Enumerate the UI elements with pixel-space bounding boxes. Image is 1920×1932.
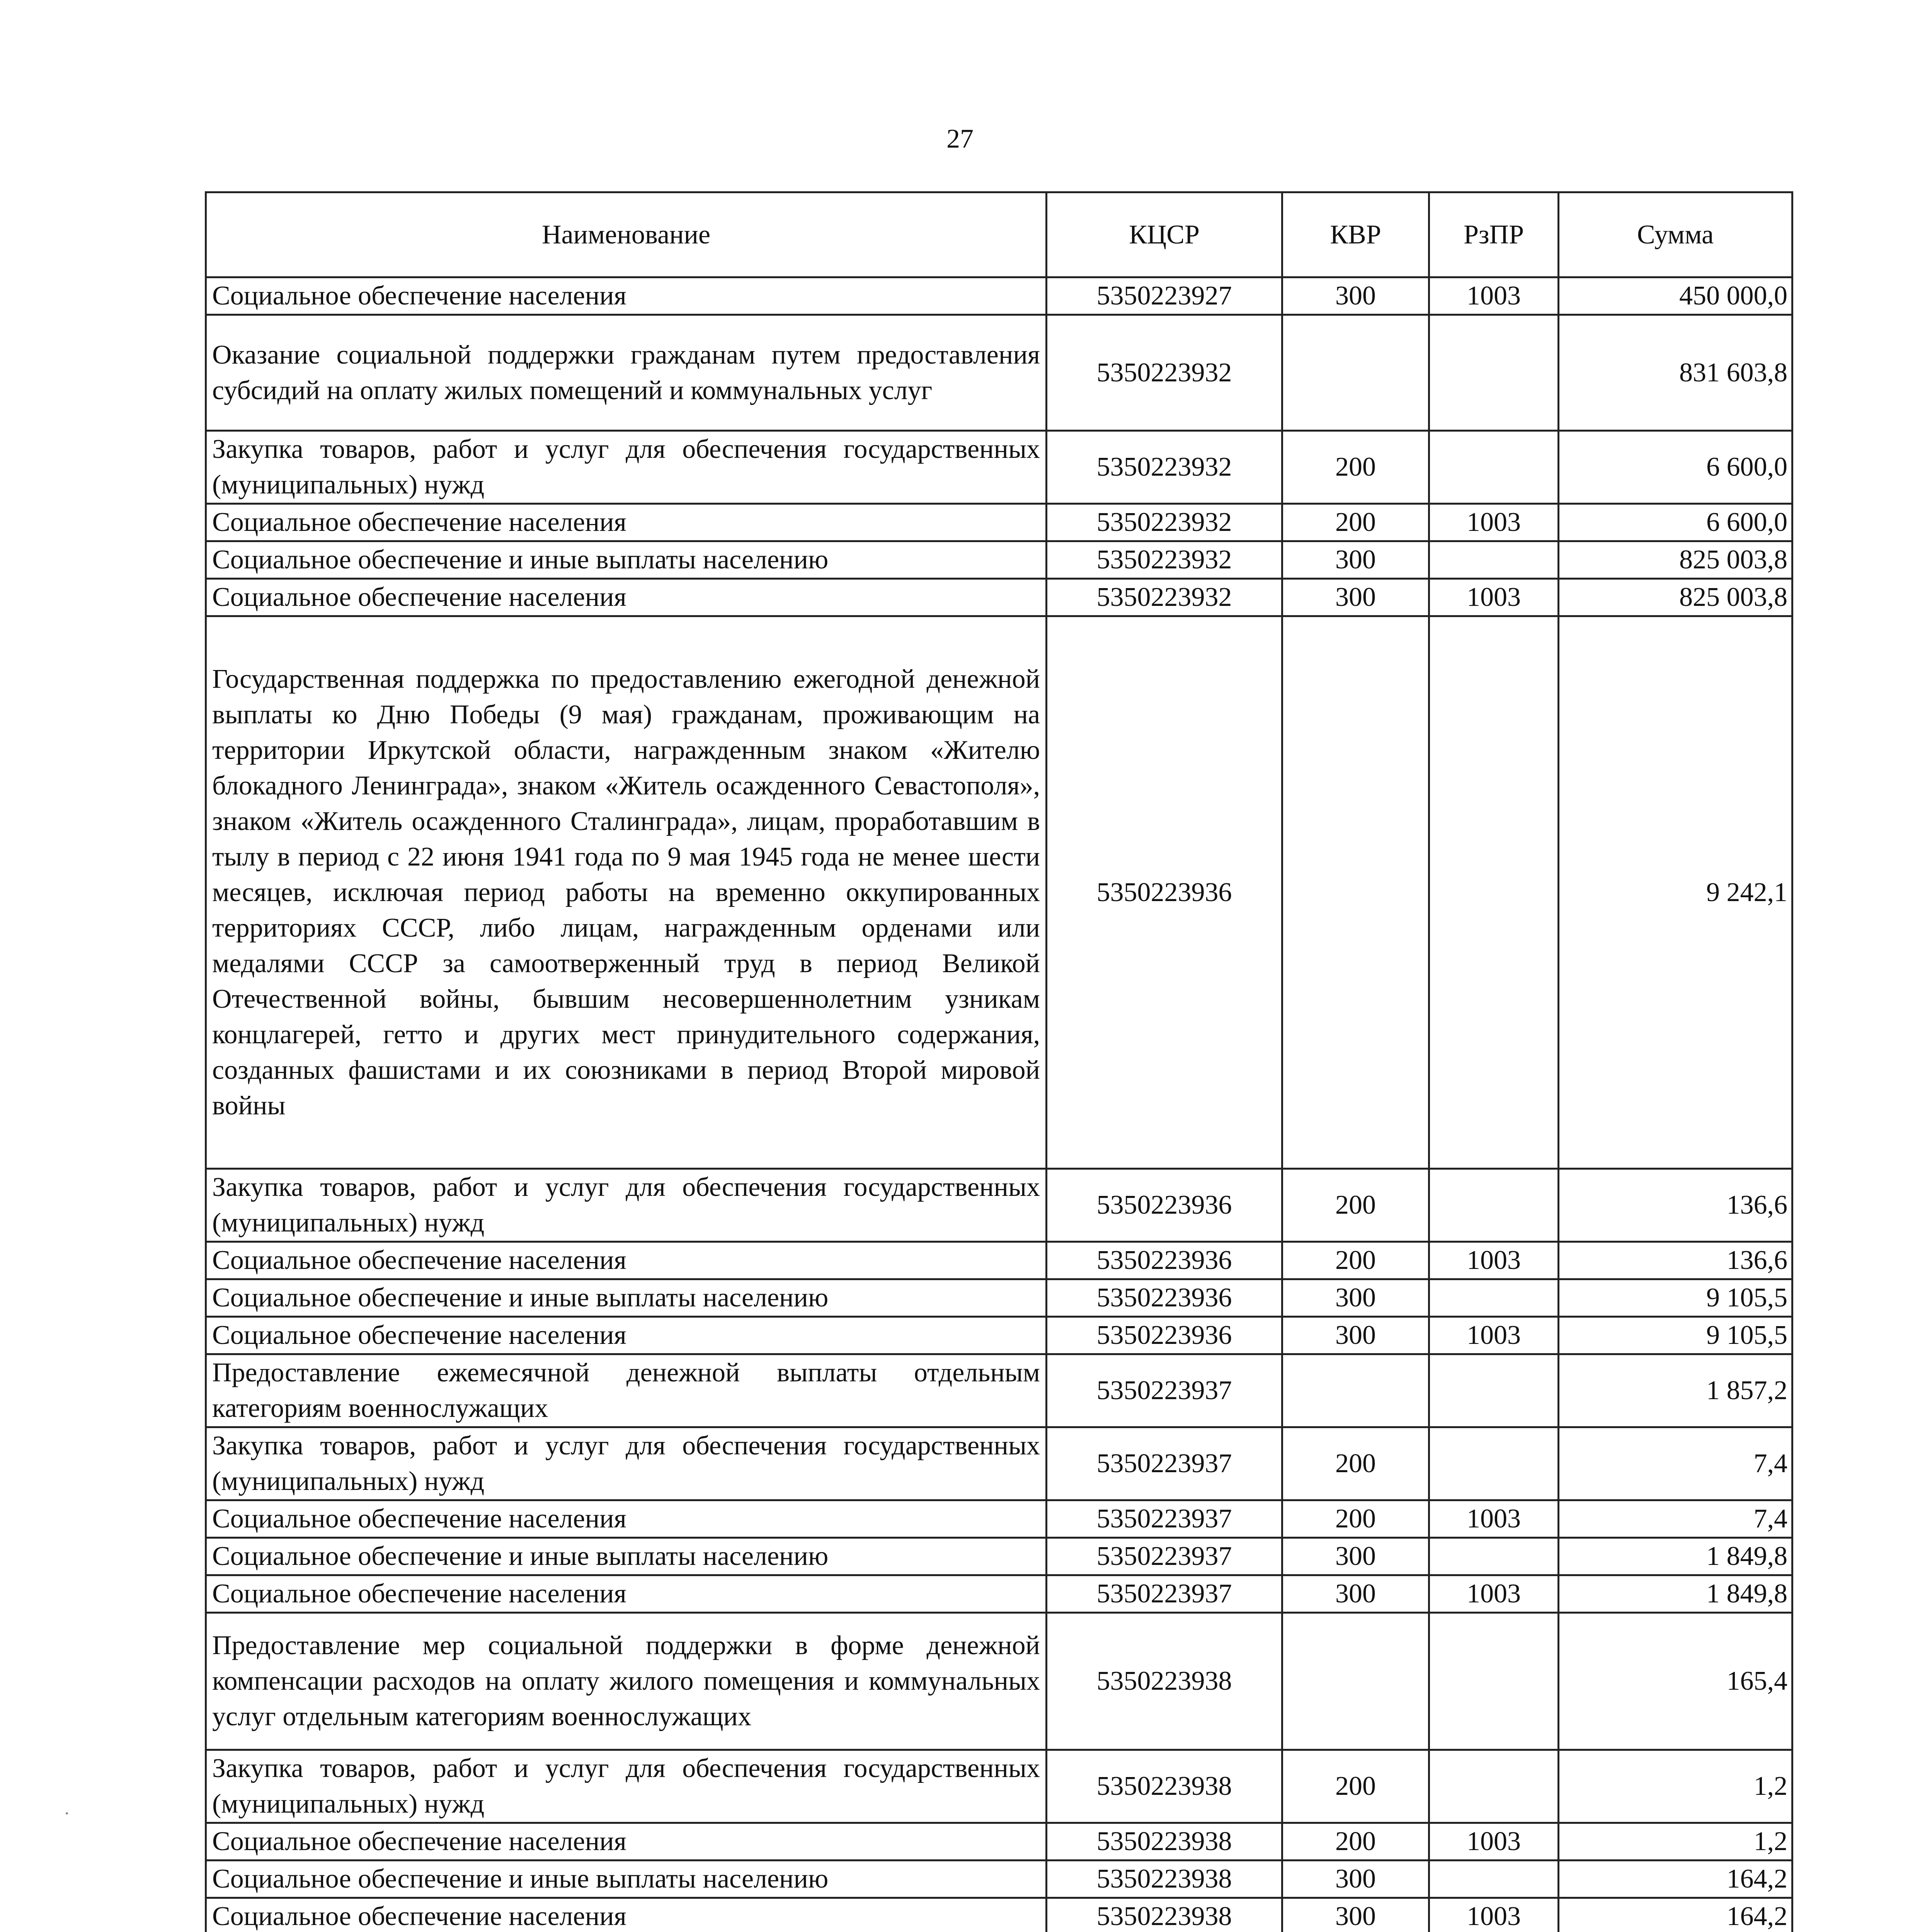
cell-sum: 136,6	[1559, 1169, 1792, 1242]
table-row	[206, 1613, 1792, 1750]
cell-name: Оказание социальной поддержки гражданам путем предоставления субсидий на оплату жилых помещений и коммунальных услуг	[206, 315, 1047, 431]
cell-rzpr	[1429, 1279, 1559, 1317]
cell-name: Закупка товаров, работ и услуг для обеспечения государственных (муниципальных) нужд	[206, 1427, 1047, 1500]
table-row	[206, 1823, 1792, 1861]
cell-name: Закупка товаров, работ и услуг для обеспечения государственных (муниципальных) нужд	[206, 431, 1047, 504]
cell-sum: 1 849,8	[1559, 1538, 1792, 1575]
table-row	[206, 579, 1792, 616]
cell-sum: 164,2	[1559, 1861, 1792, 1898]
cell-sum: 1 857,2	[1559, 1354, 1792, 1427]
cell-kcsr: 5350223938	[1047, 1613, 1282, 1750]
cell-name: Социальное обеспечение и иные выплаты населению	[206, 1861, 1047, 1898]
cell-sum: 164,2	[1559, 1898, 1792, 1932]
cell-kvr	[1282, 315, 1429, 431]
cell-kvr: 200	[1282, 504, 1429, 541]
cell-name: Предоставление мер социальной поддержки в форме денежной компенсации расходов на оплату жилого помещения и коммунальных услуг отдельным категориям военнослужащих	[206, 1613, 1047, 1750]
cell-sum: 1,2	[1559, 1750, 1792, 1823]
table-row	[206, 1279, 1792, 1317]
cell-name: Государственная поддержка по предоставлению ежегодной денежной выплаты ко Дню Победы (9 мая) гражданам, проживающим на территории Иркутской области, награжденным знаком «Жителю блокадного Ленинграда», знаком «Житель осажденного Севастополя», знаком «Житель осажденного Сталинграда», лицам, проработавшим в тылу в период с 22 июня 1941 года по 9 мая 1945 года не менее шести месяцев, исключая период работы на временно оккупированных территориях СССР, либо лицам, награжденным орденами или медалями СССР за самоотверженный труд в период Великой Отечественной войны, бывшим несовершеннолетним узникам концлагерей, гетто и других мест принудительного содержания, созданных фашистами и их союзниками в период Второй мировой войны	[206, 616, 1047, 1169]
cell-rzpr	[1429, 1613, 1559, 1750]
page-number: 27	[946, 124, 974, 154]
cell-rzpr	[1429, 1538, 1559, 1575]
cell-sum: 6 600,0	[1559, 431, 1792, 504]
budget-table	[205, 191, 1793, 1932]
cell-kvr: 200	[1282, 1823, 1429, 1861]
cell-sum: 136,6	[1559, 1242, 1792, 1279]
cell-rzpr	[1429, 1750, 1559, 1823]
cell-rzpr	[1429, 1861, 1559, 1898]
cell-name: Предоставление ежемесячной денежной выплаты отдельным категориям военнослужащих	[206, 1354, 1047, 1427]
cell-kvr: 200	[1282, 1169, 1429, 1242]
header-rzpr: РзПР	[1429, 192, 1559, 277]
cell-kcsr: 5350223937	[1047, 1354, 1282, 1427]
table-row	[206, 1427, 1792, 1500]
cell-kcsr: 5350223938	[1047, 1750, 1282, 1823]
cell-name: Социальное обеспечение населения	[206, 1500, 1047, 1538]
table-row	[206, 1169, 1792, 1242]
table-row	[206, 1898, 1792, 1932]
table-row	[206, 1861, 1792, 1898]
cell-kvr	[1282, 1354, 1429, 1427]
cell-kcsr: 5350223932	[1047, 315, 1282, 431]
cell-sum: 450 000,0	[1559, 277, 1792, 315]
cell-kvr: 300	[1282, 1279, 1429, 1317]
cell-name: Социальное обеспечение населения	[206, 1242, 1047, 1279]
cell-sum: 831 603,8	[1559, 315, 1792, 431]
cell-rzpr	[1429, 1427, 1559, 1500]
cell-kcsr: 5350223936	[1047, 616, 1282, 1169]
cell-kcsr: 5350223937	[1047, 1500, 1282, 1538]
table-header-row	[206, 192, 1792, 277]
table-row	[206, 1538, 1792, 1575]
cell-name: Социальное обеспечение и иные выплаты населению	[206, 1538, 1047, 1575]
cell-kcsr: 5350223937	[1047, 1575, 1282, 1613]
table-row	[206, 1354, 1792, 1427]
cell-kcsr: 5350223936	[1047, 1169, 1282, 1242]
cell-kvr: 300	[1282, 1861, 1429, 1898]
cell-kvr: 300	[1282, 1538, 1429, 1575]
cell-rzpr	[1429, 1169, 1559, 1242]
table-row	[206, 1242, 1792, 1279]
cell-rzpr: 1003	[1429, 1317, 1559, 1354]
cell-sum: 6 600,0	[1559, 504, 1792, 541]
cell-name: Социальное обеспечение населения	[206, 504, 1047, 541]
cell-name: Социальное обеспечение населения	[206, 1898, 1047, 1932]
cell-kcsr: 5350223932	[1047, 504, 1282, 541]
cell-kcsr: 5350223932	[1047, 431, 1282, 504]
cell-sum: 9 242,1	[1559, 616, 1792, 1169]
cell-name: Социальное обеспечение населения	[206, 579, 1047, 616]
table-row	[206, 1575, 1792, 1613]
cell-kvr: 200	[1282, 1242, 1429, 1279]
table-row	[206, 1500, 1792, 1538]
cell-kvr	[1282, 616, 1429, 1169]
cell-rzpr: 1003	[1429, 1500, 1559, 1538]
cell-rzpr: 1003	[1429, 1575, 1559, 1613]
cell-rzpr: 1003	[1429, 1823, 1559, 1861]
cell-kvr: 200	[1282, 1500, 1429, 1538]
cell-name: Закупка товаров, работ и услуг для обеспечения государственных (муниципальных) нужд	[206, 1750, 1047, 1823]
table-row	[206, 616, 1792, 1169]
cell-rzpr: 1003	[1429, 504, 1559, 541]
cell-kcsr: 5350223936	[1047, 1317, 1282, 1354]
cell-kcsr: 5350223932	[1047, 541, 1282, 579]
header-kvr: КВР	[1282, 192, 1429, 277]
cell-sum: 9 105,5	[1559, 1279, 1792, 1317]
cell-kvr: 200	[1282, 431, 1429, 504]
cell-kvr	[1282, 1613, 1429, 1750]
cell-kcsr: 5350223932	[1047, 579, 1282, 616]
cell-name: Социальное обеспечение и иные выплаты населению	[206, 541, 1047, 579]
cell-rzpr	[1429, 431, 1559, 504]
cell-rzpr: 1003	[1429, 579, 1559, 616]
table-row	[206, 277, 1792, 315]
cell-kvr: 300	[1282, 579, 1429, 616]
cell-name: Социальное обеспечение населения	[206, 1823, 1047, 1861]
table-row	[206, 541, 1792, 579]
cell-kcsr: 5350223938	[1047, 1823, 1282, 1861]
header-sum: Сумма	[1559, 192, 1792, 277]
cell-kvr: 200	[1282, 1427, 1429, 1500]
cell-rzpr	[1429, 315, 1559, 431]
header-name: Наименование	[206, 192, 1047, 277]
cell-sum: 7,4	[1559, 1427, 1792, 1500]
cell-sum: 7,4	[1559, 1500, 1792, 1538]
cell-kcsr: 5350223937	[1047, 1427, 1282, 1500]
cell-sum: 825 003,8	[1559, 541, 1792, 579]
cell-kcsr: 5350223938	[1047, 1861, 1282, 1898]
cell-sum: 1 849,8	[1559, 1575, 1792, 1613]
table-row	[206, 1317, 1792, 1354]
cell-kcsr: 5350223937	[1047, 1538, 1282, 1575]
scan-speck	[66, 1812, 68, 1815]
cell-kvr: 200	[1282, 1750, 1429, 1823]
table-row	[206, 315, 1792, 431]
cell-sum: 9 105,5	[1559, 1317, 1792, 1354]
cell-name: Социальное обеспечение населения	[206, 277, 1047, 315]
cell-kcsr: 5350223938	[1047, 1898, 1282, 1932]
cell-kvr: 300	[1282, 277, 1429, 315]
cell-sum: 1,2	[1559, 1823, 1792, 1861]
cell-name: Социальное обеспечение населения	[206, 1575, 1047, 1613]
cell-rzpr: 1003	[1429, 1242, 1559, 1279]
cell-rzpr	[1429, 1354, 1559, 1427]
cell-kvr: 300	[1282, 541, 1429, 579]
cell-rzpr	[1429, 541, 1559, 579]
table-row	[206, 1750, 1792, 1823]
cell-kcsr: 5350223927	[1047, 277, 1282, 315]
cell-rzpr	[1429, 616, 1559, 1169]
cell-rzpr: 1003	[1429, 277, 1559, 315]
cell-kvr: 300	[1282, 1575, 1429, 1613]
cell-sum: 825 003,8	[1559, 579, 1792, 616]
cell-kvr: 300	[1282, 1898, 1429, 1932]
cell-kcsr: 5350223936	[1047, 1242, 1282, 1279]
table-row	[206, 504, 1792, 541]
cell-name: Закупка товаров, работ и услуг для обеспечения государственных (муниципальных) нужд	[206, 1169, 1047, 1242]
header-kcsr: КЦСР	[1047, 192, 1282, 277]
cell-name: Социальное обеспечение и иные выплаты населению	[206, 1279, 1047, 1317]
cell-rzpr: 1003	[1429, 1898, 1559, 1932]
cell-sum: 165,4	[1559, 1613, 1792, 1750]
cell-kcsr: 5350223936	[1047, 1279, 1282, 1317]
cell-kvr: 300	[1282, 1317, 1429, 1354]
table-row	[206, 431, 1792, 504]
cell-name: Социальное обеспечение населения	[206, 1317, 1047, 1354]
